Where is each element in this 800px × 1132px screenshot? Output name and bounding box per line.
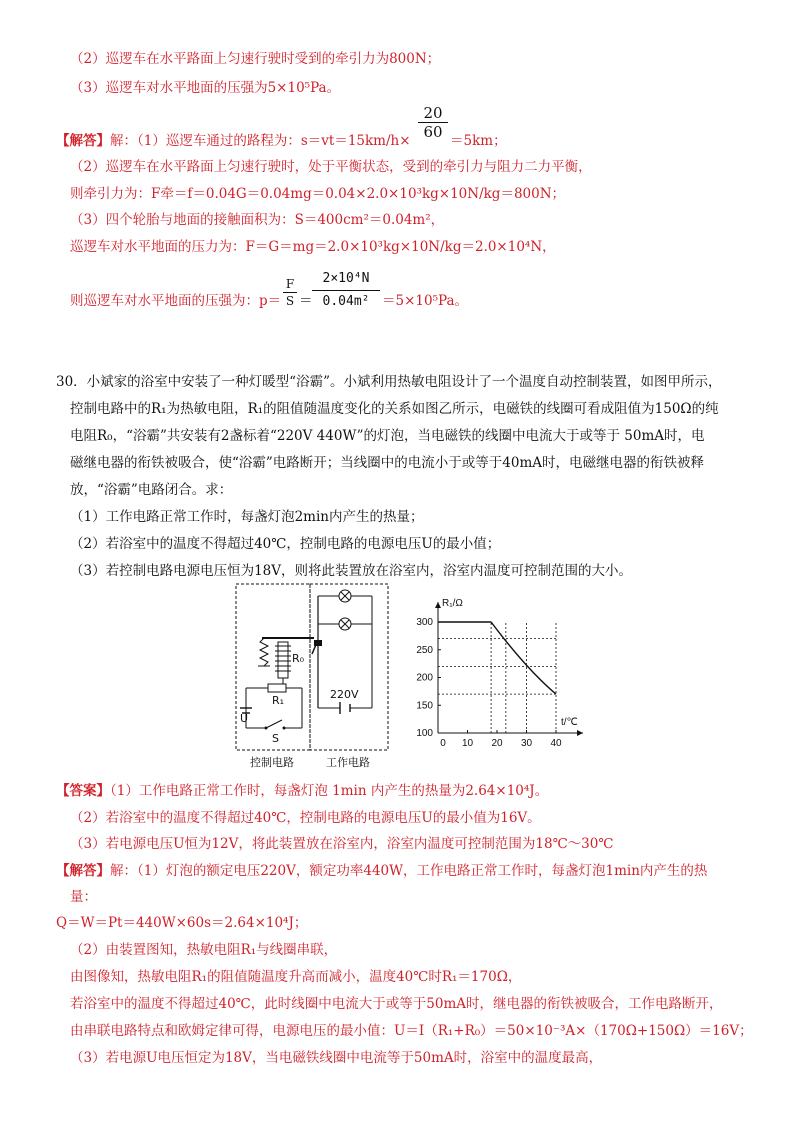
fraction-20-60: $\frac{20}{60}$ <box>418 104 448 141</box>
label-r1: R₁ <box>272 694 285 707</box>
solution30-line-2: 量： <box>70 889 97 905</box>
prev-solution-line-5: 巡逻车对水平地面的压力为：F＝G＝mg＝2.0×10³kg×10N/kg＝2.0×10⁴N， <box>70 239 556 255</box>
y-tick-label: 150 <box>416 700 433 712</box>
lamp-icon <box>339 618 351 630</box>
y-tick-label: 250 <box>416 644 433 656</box>
q30-line-2: 控制电路中的R₁为热敏电阻，R₁的阻值随温度变化的关系如图乙所示，电磁铁的线圈可看成阻值为150Ω的纯 <box>70 401 719 417</box>
solution-text: 解：（1）巡逻车通过的路程为：s＝vt＝15km/h× <box>110 133 411 149</box>
prev-solution-line-4: （3）四个轮胎与地面的接触面积为：S＝400cm²＝0.04m²， <box>70 212 445 228</box>
q30-line-4: 磁继电器的衔铁被吸合，使“浴霸”电路断开；当线圈中的电流小于或等于40mA时，电磁继电器的衔铁被释 <box>70 455 705 471</box>
series-line <box>491 622 556 694</box>
thermistor-icon <box>268 684 286 692</box>
equals-sign: ＝ <box>299 293 313 309</box>
label-control-circuit: 控制电路 <box>250 756 294 769</box>
q30-sub-1: （1）工作电路正常工作时，每盏灯泡2min内产生的热量； <box>70 509 424 525</box>
label-r0: R₀ <box>292 652 305 665</box>
circuit-diagram <box>232 580 392 772</box>
spring-icon <box>260 638 268 666</box>
solution30-line-8: （3）若电源U电压恒定为18V，当电磁铁线圈中电流等于50mA时，浴室中的温度最高， <box>70 1050 603 1066</box>
label-u: U <box>240 712 249 725</box>
lamp-icon <box>339 590 351 602</box>
prev-solution-line-3: 则牵引力为：F牵＝f＝0.04G＝0.04mg＝0.04×2.0×10³kg×10N/kg＝800N； <box>70 186 566 202</box>
resistance-temperature-chart <box>408 592 598 758</box>
solution-tail: ＝5km； <box>450 133 507 149</box>
label-220v: 220V <box>330 688 359 701</box>
solution30-line-1 <box>56 861 707 881</box>
solution30-line-4: （2）由装置图知，热敏电阻R₁与线圈串联， <box>70 942 338 958</box>
solution-tag: 【解答】 <box>56 133 110 149</box>
x-tick-label: 40 <box>550 738 562 749</box>
electromagnet-icon <box>275 642 291 678</box>
q30-line-5: 放，“浴霸”电路闭合。求： <box>70 482 233 498</box>
control-circuit-box <box>236 584 310 750</box>
solution30-line-7: 由串联电路特点和欧姆定律可得，电源电压的最小值：U＝I（R₁+R₀）＝50×10⁻³A×（170Ω+150Ω）＝16V； <box>70 1023 753 1039</box>
answer-1: （1）工作电路正常工作时，每盏灯泡 1min 内产生的热量为2.64×10⁴J。 <box>110 783 549 799</box>
x-axis-arrow-icon <box>577 730 583 736</box>
y-tick-label: 200 <box>416 672 433 684</box>
x-tick-label: 30 <box>520 738 533 749</box>
prev-answer-line-3: （3）巡逻车对水平地面的压强为5×10⁵Pa。 <box>70 80 341 96</box>
answer-3: （3）若电源电压U恒为12V，将此装置放在浴室内，浴室内温度可控制范围为18℃～30℃ <box>70 836 614 852</box>
solution30-tag: 【解答】 <box>56 863 110 879</box>
solution30-line-6: 若浴室中的温度不得超过40℃，此时线圈中电流大于或等于50mA时，继电器的衔铁被吸合，工作电路断开， <box>70 996 723 1012</box>
chart-series <box>438 622 556 694</box>
x-tick-label: 20 <box>491 738 503 749</box>
solution30-line-3: Q＝W＝Pt＝440W×60s＝2.64×10⁴J； <box>56 915 308 931</box>
pressure-result: ＝5×10⁵Pa。 <box>382 293 469 309</box>
prev-solution-line-1 <box>56 131 411 151</box>
q30-sub-3: （3）若控制电路电源电压恒为18V，则将此装置放在浴室内，浴室内温度可控制范围的大小。 <box>70 563 633 579</box>
pressure-formula-prefix: 则巡逻车对水平地面的压强为：p＝ <box>70 293 282 309</box>
q30-line-3: 电阻R₀，“浴霸”共安装有2盏标着“220V 440W”的灯泡，当电磁铁的线圈中电流大于或等于 50mA时，电 <box>70 428 705 444</box>
x-axis-label: t/℃ <box>561 717 578 728</box>
prev-solution-line-2: （2）巡逻车在水平路面上匀速行驶时，处于平衡状态，受到的牵引力与阻力二力平衡， <box>70 159 592 175</box>
x-tick-label: 10 <box>461 738 474 749</box>
chart-labels <box>416 598 577 749</box>
work-circuit-box <box>310 584 388 750</box>
answer-tag: 【答案】 <box>56 783 110 799</box>
y-axis-arrow-icon <box>435 602 441 608</box>
origin-label: 0 <box>440 738 446 749</box>
label-s: S <box>272 732 279 745</box>
answer-line-1 <box>56 781 548 801</box>
q30-line-1: 30．小斌家的浴室中安装了一种灯暖型“浴霸”。小斌利用热敏电阻设计了一个温度自动控制装置，如图甲所示， <box>56 374 722 390</box>
y-axis-label: R₁/Ω <box>442 598 463 609</box>
answer-2: （2）若浴室中的温度不得超过40℃，控制电路的电源电压U的最小值为16V。 <box>70 810 541 826</box>
fraction-f-over-s: $\frac{F}{S}$ <box>283 276 297 309</box>
prev-answer-line-2: （2）巡逻车在水平路面上匀速行驶时受到的牵引力为800N； <box>70 51 441 67</box>
y-tick-label: 100 <box>416 728 433 739</box>
label-work-circuit: 工作电路 <box>326 756 370 769</box>
q30-sub-2: （2）若浴室中的温度不得超过40℃，控制电路的电源电压U的最小值； <box>70 536 501 552</box>
fraction-force-over-area: $\frac{\text{2×10⁴N}}{\text{0.04m²}}$ <box>312 268 380 313</box>
switch-icon <box>266 720 282 728</box>
solution30-text-1: 解：（1）灯泡的额定电压220V，额定功率440W，工作电路正常工作时，每盏灯泡1min内产生的热 <box>110 863 708 879</box>
y-tick-label: 300 <box>416 617 433 628</box>
solution30-line-5: 由图像知，热敏电阻R₁的阻值随温度升高而减小，温度40℃时R₁＝170Ω， <box>70 969 522 985</box>
